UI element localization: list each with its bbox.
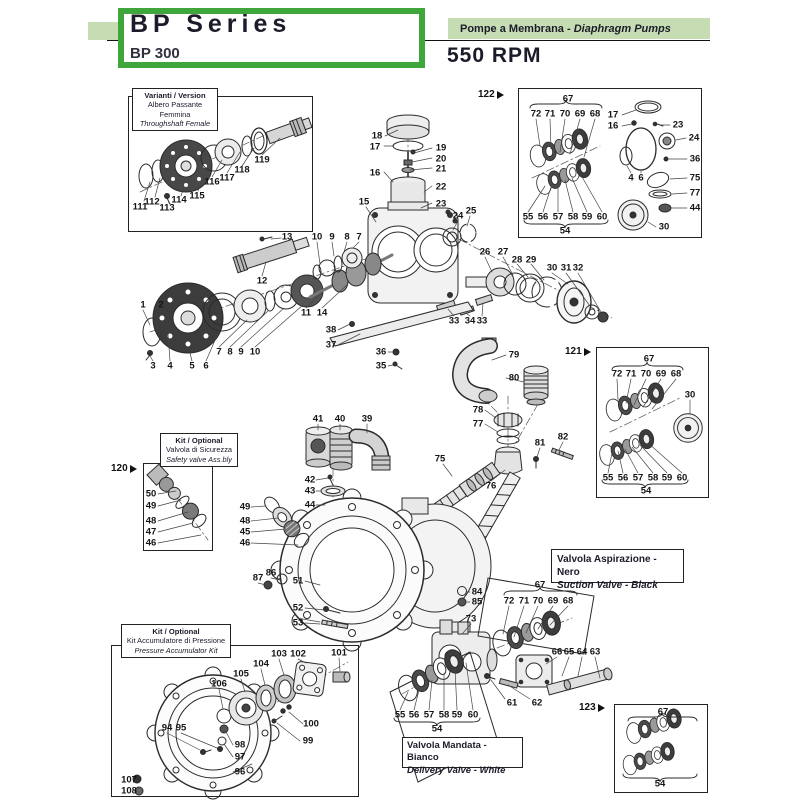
part-label: 103 [271,648,287,660]
part-label: 60 [596,211,608,223]
accumulator-title-line: Kit / Optional [152,627,200,636]
part-label: 30 [658,221,670,233]
part-label: 77 [472,418,484,430]
part-label: 67 [534,579,546,591]
panel-121-ref: 121 [565,346,591,357]
part-label: 26 [479,246,491,258]
part-label: 54 [431,723,443,735]
part-label: 41 [312,413,324,425]
part-label: 30 [546,262,558,274]
part-label: 67 [562,93,574,105]
part-label: 114 [171,194,187,206]
part-label: 16 [369,167,381,179]
part-label: 69 [547,595,559,607]
part-label: 66 [551,646,563,658]
part-label: 84 [471,586,483,598]
part-label: 63 [589,646,601,658]
part-label: 35 [375,360,387,372]
part-label: 40 [334,413,346,425]
panel-120-ref: 120 [111,463,137,474]
part-label: 54 [559,225,571,237]
part-label: 25 [465,205,477,217]
part-label: 58 [438,709,450,721]
part-label: 47 [145,526,157,538]
part-label: 10 [311,231,323,243]
part-label: 30 [684,389,696,401]
part-label: 55 [602,472,614,484]
part-label: 56 [537,211,549,223]
part-label: 9 [329,231,335,243]
part-label: 67 [643,353,655,365]
part-label: 49 [145,500,157,512]
part-label: 36 [689,153,701,165]
part-label: 7 [356,231,362,243]
part-label: 54 [654,778,666,790]
part-label: 97 [234,751,246,763]
accumulator-line-en: Pressure Accumulator Kit [134,645,218,655]
part-label: 11 [300,307,312,319]
part-label: 48 [239,515,251,527]
part-label: 87 [252,572,264,584]
part-label: 32 [572,262,584,274]
part-label: 70 [559,108,571,120]
part-label: 12 [256,275,268,287]
part-label: 117 [219,172,235,184]
part-label: 116 [204,176,220,188]
part-label: 8 [344,231,350,243]
part-label: 62 [531,697,543,709]
part-label: 2 [158,299,164,311]
part-label: 73 [465,613,477,625]
part-label: 75 [689,172,701,184]
part-label: 67 [657,706,669,718]
part-label: 56 [408,709,420,721]
part-label: 10 [249,346,261,358]
part-label: 100 [303,718,319,730]
part-label: 79 [508,349,520,361]
part-label: 1 [140,299,146,311]
part-label: 58 [647,472,659,484]
part-label: 31 [560,262,572,274]
part-label: 21 [435,163,447,175]
part-label: 104 [253,658,269,670]
part-label: 17 [369,141,381,153]
part-label: 98 [234,739,246,751]
part-label: 23 [435,198,447,210]
part-label: 78 [472,404,484,416]
part-label: 59 [661,472,673,484]
part-label: 3 [150,360,156,372]
part-label: 60 [467,709,479,721]
part-label: 82 [557,431,569,443]
safety-title-line: Kit / Optional [175,436,223,445]
accumulator-line-it: Kit Accumulatore di Pressione [126,636,226,646]
rpm-value: 550 RPM [447,44,542,67]
part-label: 55 [522,211,534,223]
part-label: 56 [617,472,629,484]
part-label: 64 [576,646,588,658]
part-label: 72 [503,595,515,607]
part-label: 101 [331,647,347,659]
part-label: 115 [189,190,205,202]
delivery-callout-it: Valvola Mandata - Bianco [407,740,487,764]
suction-callout-en: Suction Valve - Black [557,580,658,591]
part-label: 17 [607,109,619,121]
part-label: 45 [239,526,251,538]
part-label: 113 [159,202,175,214]
part-label: 16 [607,120,619,132]
part-label: 53 [292,617,304,629]
part-label: 95 [175,722,187,734]
part-label: 94 [161,722,173,734]
part-label: 105 [233,668,249,680]
part-label: 81 [534,437,546,449]
part-label: 65 [563,646,575,658]
header-subtitle: Pompe a Membrana - Diaphragm Pumps [460,22,671,35]
part-label: 38 [325,324,337,336]
part-label: 18 [371,130,383,142]
part-label: 14 [316,307,328,319]
part-label: 4 [628,172,634,184]
part-label: 71 [544,108,556,120]
part-label: 33 [448,315,460,327]
part-label: 70 [532,595,544,607]
part-label: 39 [361,413,373,425]
part-label: 5 [189,360,195,372]
part-label: 36 [375,346,387,358]
part-label: 106 [211,678,227,690]
part-label: 86 [265,567,277,579]
part-label: 61 [506,697,518,709]
part-label: 118 [234,164,250,176]
part-label: 68 [562,595,574,607]
part-label: 76 [485,480,497,492]
delivery-callout-en: Delivery Valve - White [407,764,506,776]
part-label: 46 [145,537,157,549]
part-label: 52 [292,602,304,614]
part-label: 58 [567,211,579,223]
part-label: 24 [452,210,464,222]
part-label: 72 [530,108,542,120]
part-label: 59 [451,709,463,721]
part-label: 7 [216,346,222,358]
part-label: 24 [688,132,700,144]
part-label: 15 [358,196,370,208]
part-label: 28 [511,254,523,266]
part-label: 13 [281,231,293,243]
part-label: 111 [132,201,148,213]
part-label: 57 [632,472,644,484]
part-label: 75 [434,453,446,465]
part-label: 96 [234,766,246,778]
panel-123-ref: 123 [579,702,605,713]
part-label: 77 [689,187,701,199]
safety-line-it: Valvola di Sicurezza [166,445,232,455]
series-title: BP Series [130,10,292,38]
part-label: 107 [121,774,137,786]
variant-title-line: Varianti / Version [144,91,206,100]
part-label: 54 [640,485,652,497]
part-label: 72 [611,368,623,380]
part-label: 6 [638,172,644,184]
part-label: 99 [302,735,314,747]
part-label: 71 [518,595,530,607]
part-label: 51 [292,575,304,587]
variant-line-en: Throughshaft Female [139,118,211,128]
part-label: 57 [423,709,435,721]
part-label: 46 [239,537,251,549]
part-label: 80 [508,372,520,384]
part-label: 6 [203,360,209,372]
part-label: 20 [435,153,447,165]
part-label: 4 [167,360,173,372]
part-label: 85 [471,596,483,608]
part-label: 29 [525,254,537,266]
part-label: 19 [435,142,447,154]
part-label: 44 [304,499,316,511]
part-label: 108 [121,785,137,797]
panel-122-ref: 122 [478,89,504,100]
part-label: 119 [254,154,270,166]
part-label: 48 [145,515,157,527]
part-label: 27 [497,246,509,258]
safety-line-en: Safety valve Ass.bly [166,454,232,464]
part-label: 70 [640,368,652,380]
part-label: 112 [144,196,160,208]
part-label: 71 [625,368,637,380]
part-label: 55 [394,709,406,721]
part-label: 50 [145,488,157,500]
part-label: 60 [676,472,688,484]
part-label: 69 [574,108,586,120]
part-label: 37 [325,339,337,351]
part-label: 42 [304,474,316,486]
part-label: 33 [476,315,488,327]
part-label: 44 [689,202,701,214]
part-label: 49 [239,501,251,513]
part-label: 9 [238,346,244,358]
part-label: 43 [304,485,316,497]
model-name: BP 300 [130,45,180,62]
part-label: 102 [290,648,306,660]
part-label: 23 [672,119,684,131]
part-label: 22 [435,181,447,193]
part-label: 8 [227,346,233,358]
part-label: 57 [552,211,564,223]
part-label: 68 [670,368,682,380]
part-label: 68 [589,108,601,120]
part-label: 59 [581,211,593,223]
part-label: 69 [655,368,667,380]
part-label: 34 [464,315,476,327]
suction-callout-it: Valvola Aspirazione - Nero [557,554,657,578]
variant-line-it: Albero Passante Femmina [147,100,203,119]
